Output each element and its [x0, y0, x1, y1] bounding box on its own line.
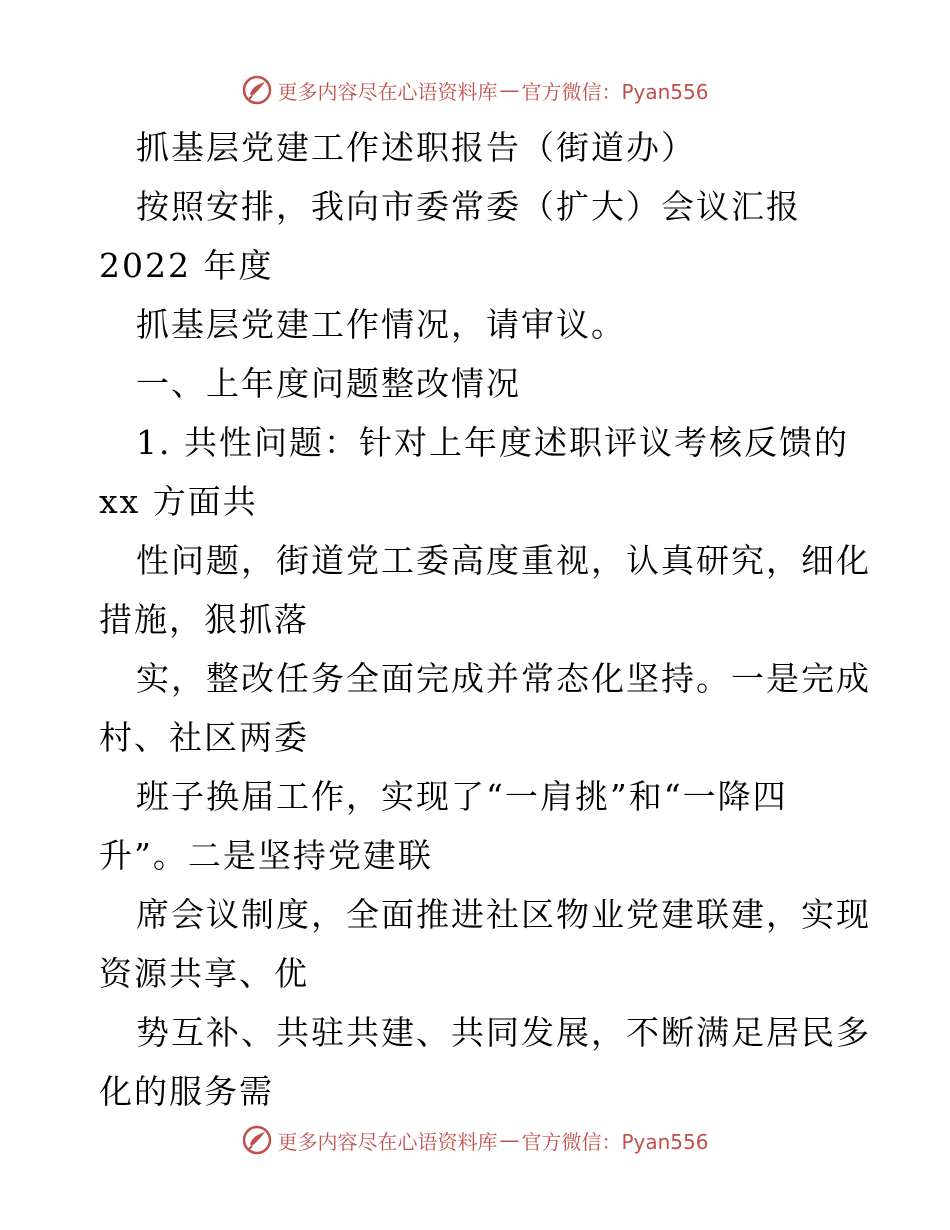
document-line: 席会议制度，全面推进社区物业党建联建，实现	[136, 895, 871, 934]
document-line: 班子换届工作，实现了“一肩挑”和“一降四	[136, 777, 788, 816]
document-line: 化的服务需	[99, 1072, 274, 1111]
document-line: 抓基层党建工作情况，请审议。	[136, 305, 626, 344]
document-line: 村、社区两委	[99, 718, 309, 757]
document-line: 按照安排，我向市委常委（扩大）会议汇报	[136, 187, 801, 226]
header-watermark-contact: 官方微信：Pyan556	[521, 79, 709, 104]
document-line: 升”。二是坚持党建联	[99, 836, 433, 875]
footer-watermark-separator: —	[499, 1128, 520, 1152]
document-line: 1. 共性问题：针对上年度述职评议考核反馈的	[136, 423, 849, 462]
logo-icon	[241, 1124, 273, 1156]
header-watermark	[0, 70, 950, 110]
document-line: 实，整改任务全面完成并常态化坚持。一是完成	[136, 659, 871, 698]
header-watermark-separator: —	[499, 78, 520, 102]
document-body	[99, 118, 871, 1121]
document-line: xx 方面共	[99, 482, 258, 521]
document-line: 资源共享、优	[99, 954, 309, 993]
footer-watermark	[0, 1120, 950, 1160]
document-line: 2022 年度	[99, 246, 274, 285]
logo-icon	[241, 74, 273, 106]
document-line: 措施，狠抓落	[99, 600, 309, 639]
document-line: 抓基层党建工作述职报告（街道办）	[136, 128, 696, 167]
footer-watermark-text: 更多内容尽在心语资料库	[277, 1129, 498, 1154]
header-watermark-text: 更多内容尽在心语资料库	[277, 79, 498, 104]
document-line: 性问题，街道党工委高度重视，认真研究，细化	[136, 541, 871, 580]
document-line: 一、上年度问题整改情况	[136, 364, 521, 403]
footer-watermark-contact: 官方微信：Pyan556	[521, 1129, 709, 1154]
document-line: 势互补、共驻共建、共同发展，不断满足居民多	[136, 1013, 871, 1052]
